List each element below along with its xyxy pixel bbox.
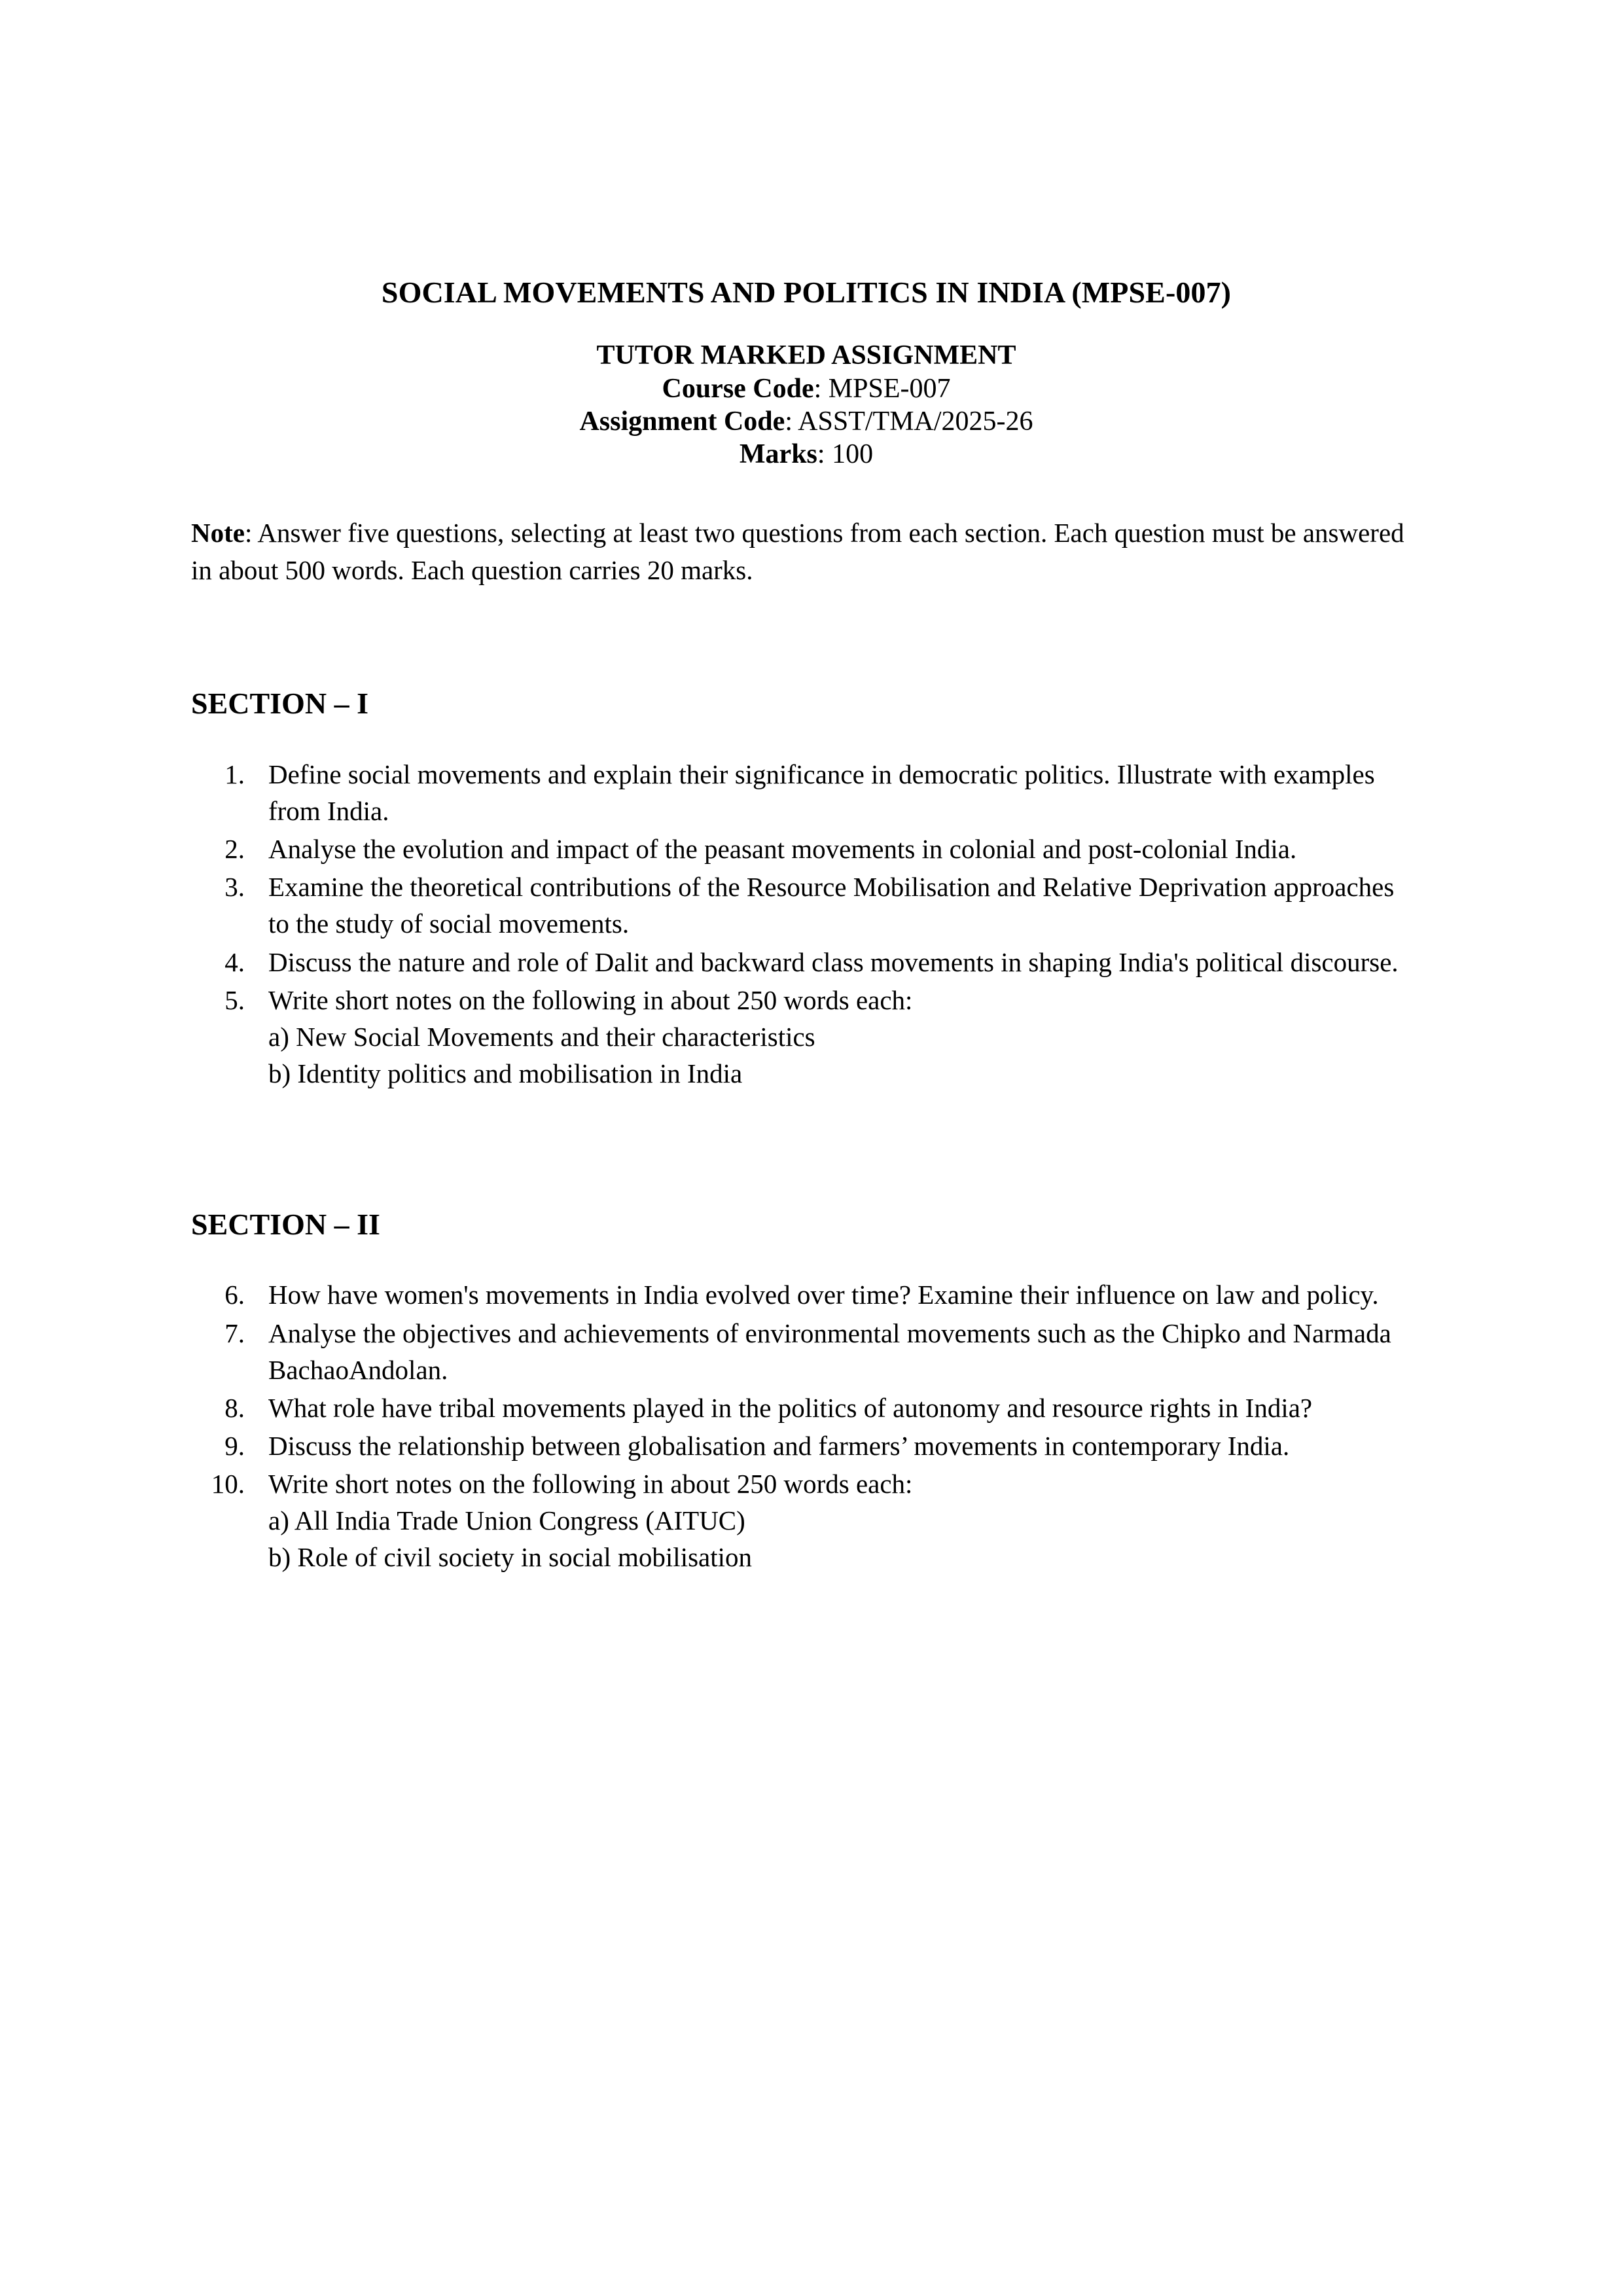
note-paragraph — [191, 514, 1421, 590]
marks-value: : 100 — [817, 439, 874, 470]
question-text: Write short notes on the following in about 250 words each: — [268, 984, 913, 1015]
question-item — [191, 982, 1421, 1092]
question-text: Examine the theoretical contributions of the Resource Mobilisation and Relative Deprivation approaches to the study of social movements. — [268, 872, 1395, 939]
question-subitem-a: a) All India Trade Union Congress (AITUC) — [268, 1505, 745, 1536]
course-code-line — [191, 372, 1421, 405]
question-number: 2. — [224, 834, 245, 865]
question-number: 3. — [224, 872, 245, 903]
question-item — [191, 1427, 1421, 1464]
course-code-value: : MPSE-007 — [813, 373, 951, 404]
document-content — [191, 0, 1421, 1577]
course-code-label: Course Code — [662, 373, 814, 404]
question-number: 4. — [224, 946, 245, 977]
question-text: Discuss the nature and role of Dalit and backward class movements in shaping India's political discourse. — [268, 946, 1399, 977]
assignment-code-line — [191, 405, 1421, 438]
note-text: : Answer five questions, selecting at least two questions from each section. Each question must be answered in about 500 words. Each question carries 20 marks. — [191, 517, 1404, 586]
question-number: 1. — [224, 759, 245, 789]
question-number: 8. — [224, 1392, 245, 1423]
question-item — [191, 1315, 1421, 1388]
question-text: Write short notes on the following in about 250 words each: — [268, 1469, 913, 1499]
question-number: 6. — [224, 1280, 245, 1310]
question-subitem-b: b) Role of civil society in social mobilisation — [268, 1542, 753, 1573]
marks-label: Marks — [739, 439, 817, 470]
question-list-section-2 — [191, 1276, 1421, 1575]
question-item — [191, 1390, 1421, 1426]
page-title: SOCIAL MOVEMENTS AND POLITICS IN INDIA (MPSE-007) — [381, 276, 1232, 309]
question-text: Analyse the evolution and impact of the peasant movements in colonial and post-colonial India. — [268, 834, 1297, 865]
question-item — [191, 944, 1421, 980]
question-number: 9. — [224, 1431, 245, 1462]
question-item — [191, 1276, 1421, 1313]
question-item — [191, 756, 1421, 829]
question-item — [191, 831, 1421, 867]
question-text: Discuss the relationship between globalisation and farmers’ movements in contemporary India. — [268, 1431, 1290, 1462]
question-number: 5. — [224, 984, 245, 1015]
question-text: What role have tribal movements played in the politics of autonomy and resource rights in India? — [268, 1392, 1313, 1423]
question-text: How have women's movements in India evolved over time? Examine their influence on law and policy. — [268, 1280, 1379, 1310]
question-text: Analyse the objectives and achievements of environmental movements such as the Chipko and Narmada BachaoAndolan. — [268, 1318, 1391, 1385]
question-subitem-b: b) Identity politics and mobilisation in India — [268, 1058, 743, 1089]
assignment-header-block — [191, 339, 1421, 471]
note-label: Note — [191, 517, 245, 548]
question-list-section-1 — [191, 756, 1421, 1092]
question-item — [191, 1465, 1421, 1575]
question-item — [191, 869, 1421, 942]
question-text: Define social movements and explain their significance in democratic politics. Illustrate with examples from India. — [268, 759, 1375, 826]
question-number: 7. — [224, 1318, 245, 1348]
section-heading-2: SECTION – II — [191, 1208, 380, 1242]
marks-line — [191, 438, 1421, 471]
assignment-code-value: : ASST/TMA/2025-26 — [785, 406, 1033, 437]
question-subitem-a: a) New Social Movements and their characteristics — [268, 1021, 815, 1052]
section-heading-1: SECTION – I — [191, 686, 368, 720]
assignment-type-label: TUTOR MARKED ASSIGNMENT — [596, 340, 1016, 371]
assignment-code-label: Assignment Code — [579, 406, 785, 437]
question-number: 10. — [211, 1469, 245, 1499]
